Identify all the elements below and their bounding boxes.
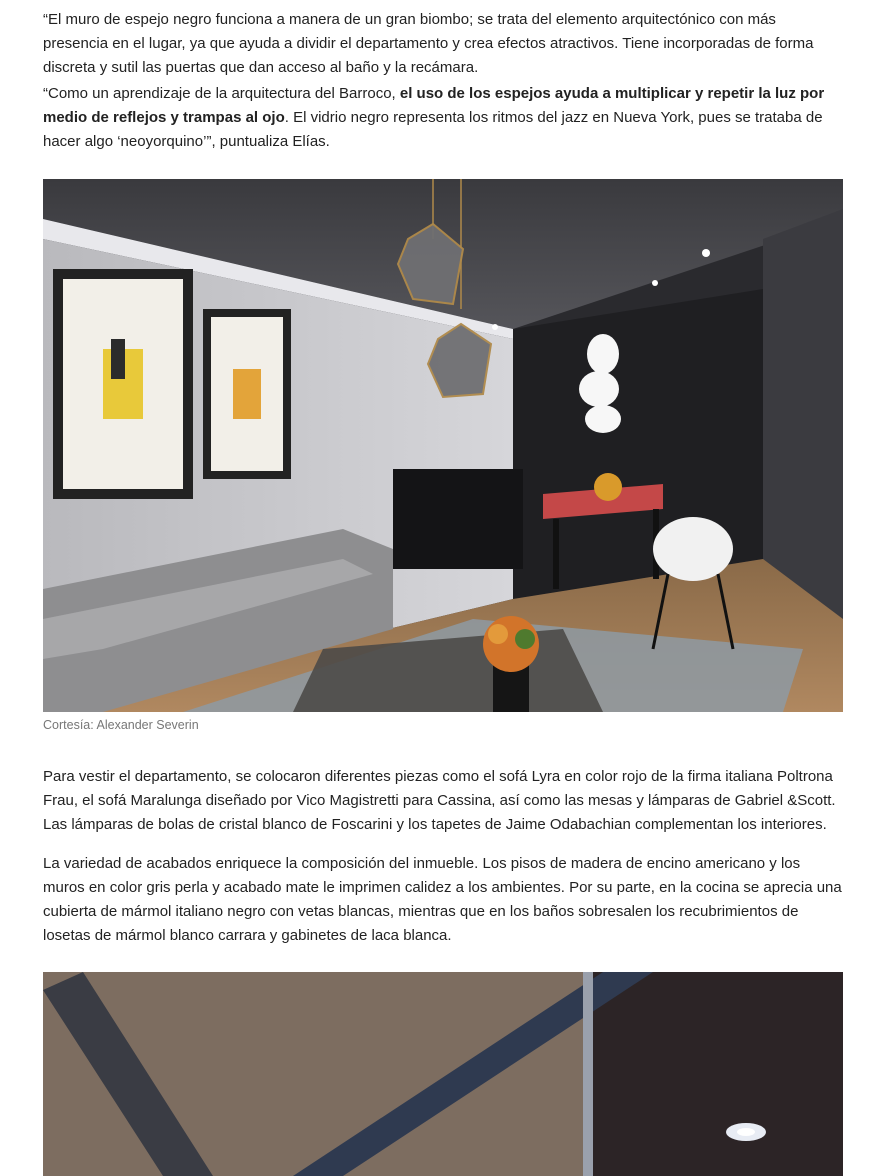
interior-photo-ceiling — [43, 972, 843, 1176]
paragraph-baroque-bold: el uso de los espejos ayuda a multiplicar y repetir la luz por medio de reflejos y trampas al ojo — [43, 85, 825, 126]
paragraph-mirror-wall: “El muro de espejo negro funciona a manera de un gran biombo; se trata del elemento arquitectónico con más presencia en el lugar, ya que ayuda a dividir el departamento y crea efectos atractivos. Tiene incorporadas de forma discreta y sutil las puertas que dan acceso al baño y la recámara. — [43, 11, 814, 76]
photo-caption: Cortesía: Alexander Severin — [43, 718, 199, 732]
interior-photo-living-dining — [43, 179, 843, 712]
paragraph-baroque-end: . El vidrio negro representa los ritmos del jazz en Nueva York, pues se trataba de hacer algo ‘neoyorquino’”, puntualiza Elías. — [43, 109, 823, 150]
paragraph-finishes: La variedad de acabados enriquece la composición del inmueble. Los pisos de madera de encino americano y los muros en color gris perla y acabado mate le imprimen calidez a los ambientes. Por su parte, en la cocina se aprecia una cubierta de mármol italiano negro con vetas blancas, mientras que en los baños sobresalen los recubrimientos de losetas de mármol blanco carrara y gabinetes de laca blanca. — [43, 855, 842, 944]
paragraph-furnishings: Para vestir el departamento, se colocaron diferentes piezas como el sofá Lyra en color rojo de la firma italiana Poltrona Frau, el sofá Maralunga diseñado por Vico Magistretti para Cassina, así como las mesas y lámparas de Gabriel &Scott. Las lámparas de bolas de cristal blanco de Foscarini y los tapetes de Jaime Odabachian complementan los interiores. — [43, 768, 836, 833]
paragraph-baroque-start: “Como un aprendizaje de la arquitectura del Barroco, — [43, 85, 400, 102]
paragraph-baroque — [43, 82, 843, 154]
